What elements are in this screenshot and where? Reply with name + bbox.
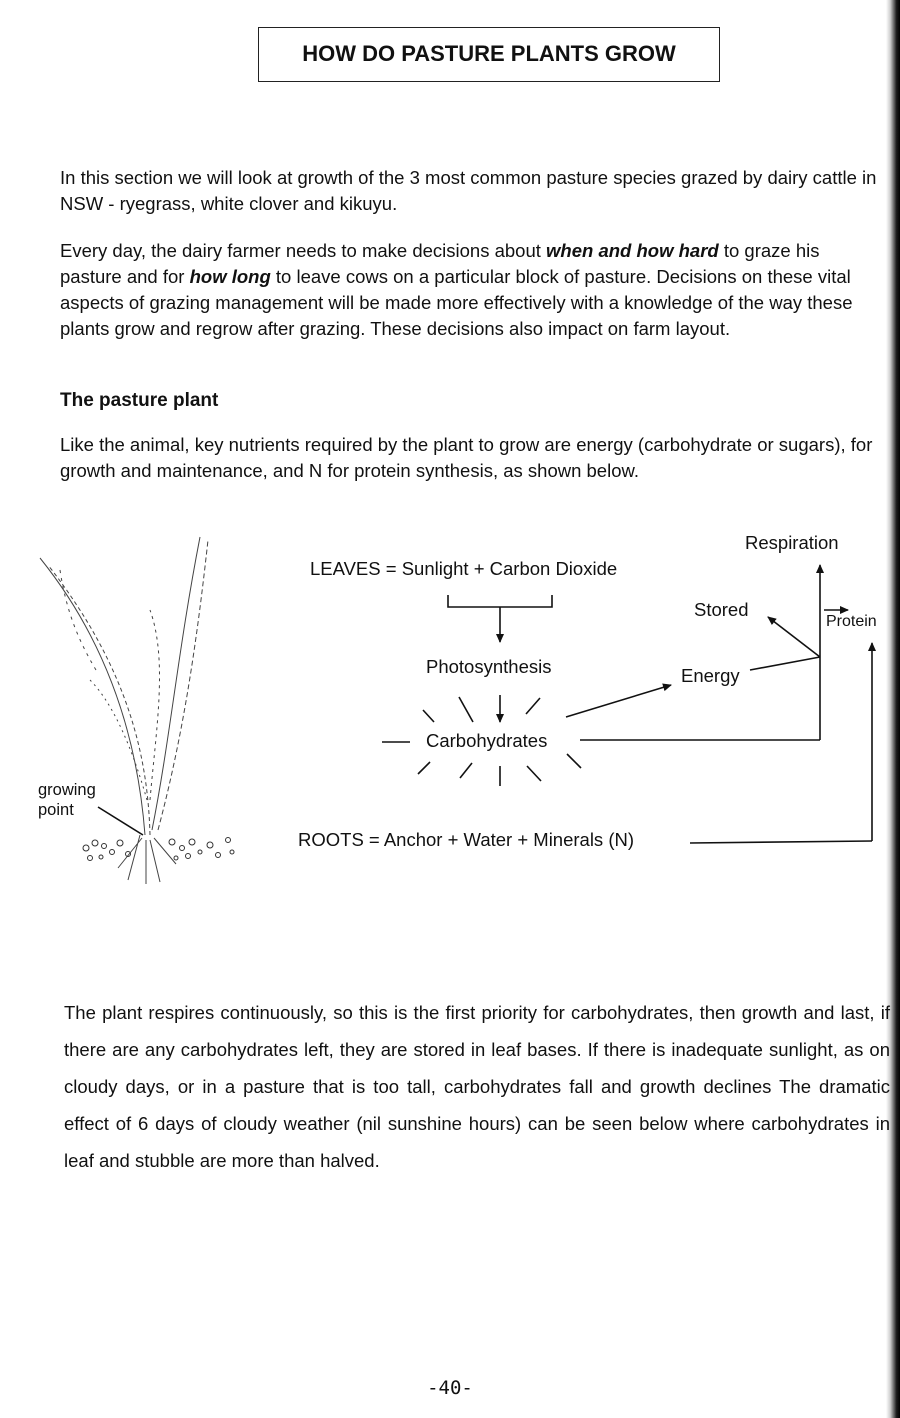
respiration-paragraph: The plant respires continuously, so this is the first priority for carbohydrates, then growth and last, if there are any carbohydrates left, they are stored in leaf bases. If there is inadequate sunlight, as on cloudy days, or in a pasture that is too tall, carbohydrates fall and growth declines The dramatic effect of 6 days of cloudy weather (nil sunshine hours) can be seen below where carbohydrates in leaf and stubble are more than halved. <box>64 1002 890 1171</box>
grass-plant-sketch <box>40 537 208 884</box>
stored-label: Stored <box>694 599 749 620</box>
page-title: HOW DO PASTURE PLANTS GROW <box>258 27 720 82</box>
intro-paragraph: In this section we will look at growth of the 3 most common pasture species grazed by dairy cattle in NSW - ryegrass, white clover and kikuyu. <box>60 167 877 214</box>
energy-label: Energy <box>681 665 740 686</box>
carbohydrates-label: Carbohydrates <box>426 730 548 751</box>
soil-pebbles <box>83 838 234 861</box>
leaves-bracket <box>448 595 552 607</box>
carbohydrates-to-energy-arrow <box>566 685 671 717</box>
to-stored-arrow <box>768 617 820 657</box>
emphasis-how-long: how long <box>189 266 271 287</box>
respiration-label: Respiration <box>745 532 839 553</box>
decisions-paragraph: Every day, the dairy farmer needs to make decisions about when and how hard to graze his pasture and for how long to leave cows on a particular block of pasture. Decisions on these vital aspects of grazing management will be made more effectively with a knowledge of the way these plants grow and regrow after grazing. These decisions also impact on farm layout. <box>60 240 853 339</box>
page-number: -40- <box>427 1377 473 1399</box>
section-heading: The pasture plant <box>60 390 219 411</box>
leaves-label: LEAVES = Sunlight + Carbon Dioxide <box>310 558 618 579</box>
roots-label: ROOTS = Anchor + Water + Minerals (N) <box>298 829 635 850</box>
nutrients-paragraph: Like the animal, key nutrients required by the plant to grow are energy (carbohydrate or sugars), for growth and maintenance, and N for protein synthesis, as shown below. <box>60 434 873 481</box>
protein-label: Protein <box>826 613 877 630</box>
emphasis-when-how-hard: when and how hard <box>546 240 719 261</box>
photosynthesis-label: Photosynthesis <box>426 656 552 677</box>
growing-point-label: growing point <box>38 781 96 819</box>
